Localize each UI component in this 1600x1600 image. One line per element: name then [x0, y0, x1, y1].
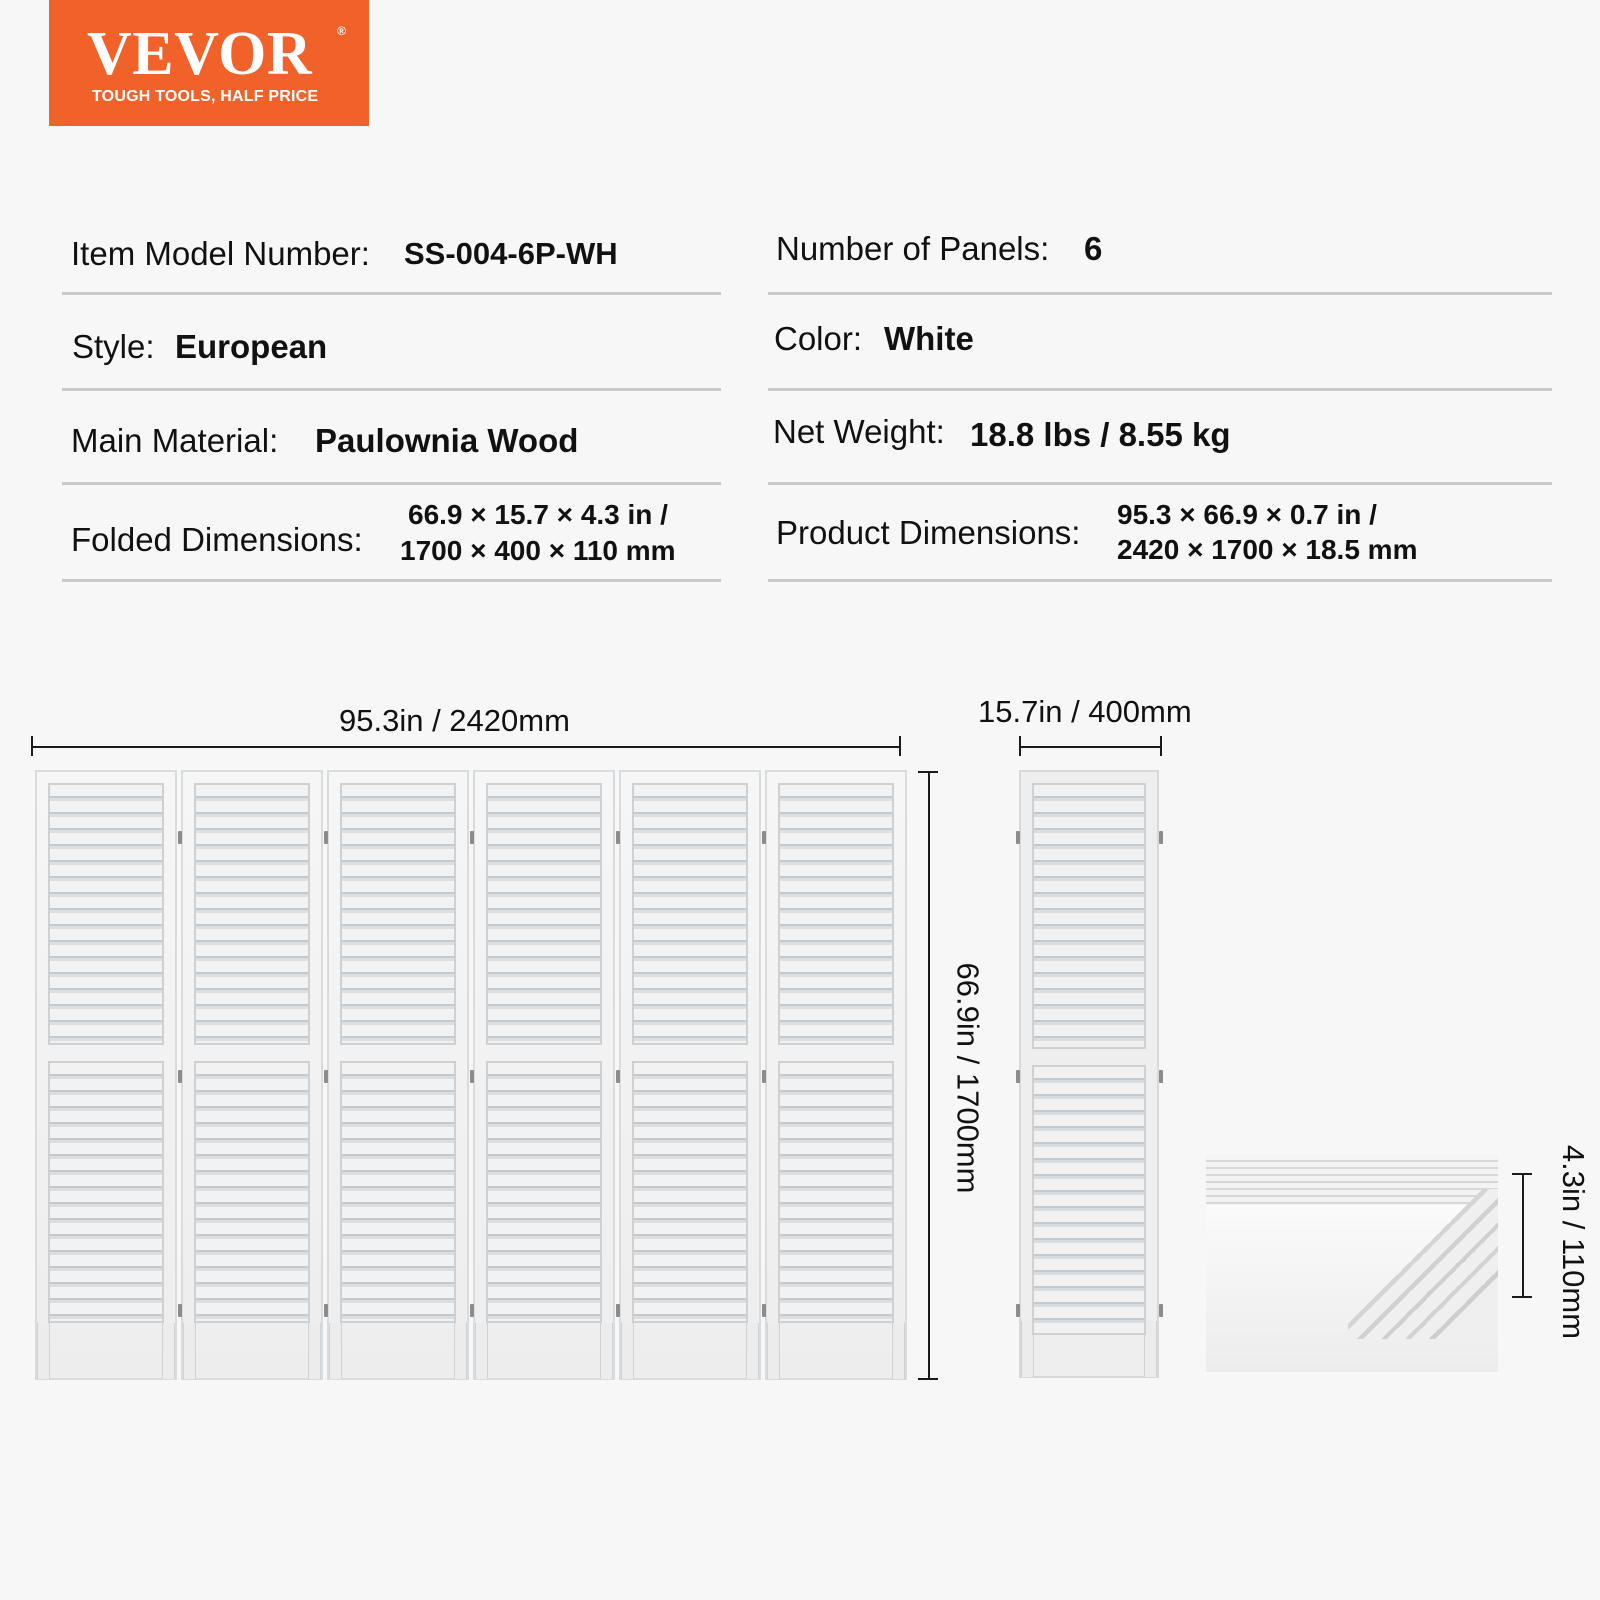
height-dimension-top-cap	[918, 771, 938, 773]
hinge-icon	[178, 1304, 182, 1317]
hinge-icon	[1016, 1304, 1020, 1317]
screen-panel-4	[473, 770, 615, 1380]
spec-value-folded-dimensions-line2: 1700 × 400 × 110 mm	[400, 535, 676, 566]
spec-value-main-material: Paulownia Wood	[315, 422, 579, 459]
spec-row-item-model	[62, 196, 721, 295]
spec-label-item-model: Item Model Number:	[71, 235, 370, 272]
folded-stack-edges	[1348, 1189, 1498, 1339]
hinge-icon	[324, 831, 328, 844]
spec-row-folded-dimensions	[62, 481, 721, 582]
panel-width-dimension-left-cap	[1019, 736, 1021, 756]
screen-panel-6	[765, 770, 907, 1380]
folded-depth-dimension-label: 4.3in / 110mm	[1556, 1144, 1592, 1340]
full-width-dimension-left-cap	[31, 736, 33, 756]
spec-label-color: Color:	[774, 320, 863, 357]
spec-row-product-dimensions	[768, 481, 1552, 582]
registered-mark: ®	[337, 24, 346, 38]
height-dimension-line	[928, 771, 930, 1379]
hinge-icon	[178, 1070, 182, 1083]
screen-panel-3	[327, 770, 469, 1380]
hinge-icon	[616, 1070, 620, 1083]
screen-panel-1	[35, 770, 177, 1380]
full-width-dimension-label: 95.3in / 2420mm	[339, 703, 570, 738]
single-panel-view	[1019, 770, 1159, 1378]
spec-row-number-of-panels	[768, 196, 1552, 295]
panel-width-dimension-right-cap	[1160, 736, 1162, 756]
folded-depth-dimension-bottom-cap	[1512, 1296, 1532, 1298]
spec-label-number-of-panels: Number of Panels:	[776, 230, 1050, 267]
spec-row-style	[62, 292, 721, 391]
full-width-dimension-line	[31, 746, 900, 748]
spec-label-main-material: Main Material:	[71, 422, 279, 459]
hinge-icon	[616, 831, 620, 844]
hinge-icon	[1159, 1070, 1163, 1083]
brand-logo	[49, 0, 369, 126]
hinge-icon	[324, 1304, 328, 1317]
height-dimension-label: 66.9in / 1700mm	[950, 962, 986, 1194]
hinge-icon	[1159, 831, 1163, 844]
panel-width-dimension-label: 15.7in / 400mm	[978, 694, 1192, 729]
hinge-icon	[1159, 1304, 1163, 1317]
spec-value-net-weight: 18.8 lbs / 8.55 kg	[970, 416, 1231, 453]
brand-tagline: TOUGH TOOLS, HALF PRICE	[92, 88, 319, 105]
spec-label-net-weight: Net Weight:	[773, 413, 945, 450]
hinge-icon	[470, 1070, 474, 1083]
hinge-icon	[762, 831, 766, 844]
hinge-icon	[470, 831, 474, 844]
folded-depth-dimension-line	[1522, 1173, 1524, 1296]
folded-panels-view	[1206, 1155, 1498, 1372]
brand-name: VEVOR	[87, 20, 313, 88]
spec-row-net-weight	[768, 386, 1552, 485]
screen-panel-5	[619, 770, 761, 1380]
hinge-icon	[616, 1304, 620, 1317]
hinge-icon	[762, 1070, 766, 1083]
spec-value-color: White	[884, 320, 974, 357]
hinge-icon	[470, 1304, 474, 1317]
spec-value-style: European	[175, 328, 328, 365]
screen-panel-2	[181, 770, 323, 1380]
hinge-icon	[762, 1304, 766, 1317]
spec-value-product-dimensions-line1: 95.3 × 66.9 × 0.7 in /	[1117, 499, 1377, 530]
spec-value-item-model: SS-004-6P-WH	[404, 236, 618, 271]
folded-depth-dimension-top-cap	[1512, 1173, 1532, 1175]
spec-label-style: Style:	[72, 328, 155, 365]
full-width-dimension-right-cap	[899, 736, 901, 756]
panel-width-dimension-line	[1019, 746, 1161, 748]
hinge-icon	[1016, 831, 1020, 844]
spec-label-product-dimensions: Product Dimensions:	[776, 514, 1081, 551]
spec-value-product-dimensions-line2: 2420 × 1700 × 18.5 mm	[1117, 534, 1418, 565]
spec-label-folded-dimensions: Folded Dimensions:	[71, 521, 363, 558]
hinge-icon	[178, 831, 182, 844]
spec-value-number-of-panels: 6	[1084, 230, 1103, 267]
spec-value-folded-dimensions-line1: 66.9 × 15.7 × 4.3 in /	[408, 499, 668, 530]
hinge-icon	[1016, 1070, 1020, 1083]
spec-row-color	[768, 292, 1552, 391]
hinge-icon	[324, 1070, 328, 1083]
spec-row-main-material	[62, 386, 721, 485]
height-dimension-bottom-cap	[918, 1378, 938, 1380]
